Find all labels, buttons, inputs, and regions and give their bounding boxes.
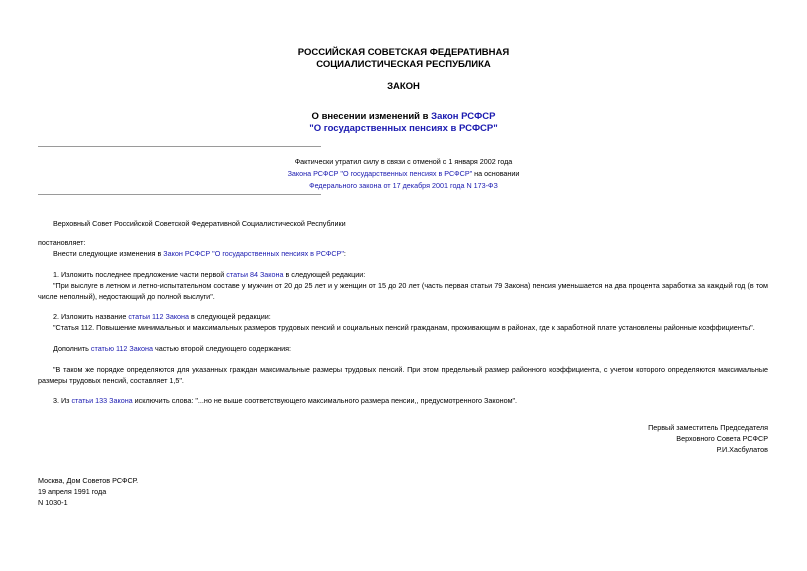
- divider-bottom: [38, 194, 321, 195]
- item2-suffix: в следующей редакции:: [189, 312, 271, 321]
- header-republic-line1: РОССИЙСКАЯ СОВЕТСКАЯ ФЕДЕРАТИВНАЯ: [297, 47, 510, 58]
- item2-quote: "Статья 112. Повышение минимальных и максимальных размеров трудовых пенсий и социальных пенсий гражданам, проживающим в районах, где к заработной плате установлены районные коэффициенты".: [53, 323, 755, 332]
- status-line3: [120, 180, 687, 192]
- resolves-text: постановляет:: [38, 238, 86, 247]
- intro-paragraph: [53, 248, 346, 259]
- status-law-link[interactable]: Закона РСФСР "О государственных пенсиях в РСФСР": [287, 169, 473, 178]
- item3-prefix: 3. Из: [53, 396, 72, 405]
- supplement-article-link[interactable]: статью 112 Закона: [90, 344, 153, 353]
- supplement-suffix: частью второй следующего содержания:: [152, 344, 292, 353]
- item2-article-link[interactable]: статьи 112 Закона: [128, 312, 190, 321]
- status-line2: [120, 168, 687, 180]
- title-law-name-link[interactable]: "О государственных пенсиях в РСФСР": [309, 123, 498, 134]
- item3-article-link[interactable]: статьи 133 Закона: [71, 396, 133, 405]
- council-text: Верховный Совет Российской Советской Федеративной Социалистической Республики: [53, 219, 346, 228]
- supplement-quote: "В таком же порядке определяются для указанных граждан максимальные размеры трудовых пенсий. При этом предельный размер районного коэффициента, с учетом которого определяются максимальные размеры трудовых пенсий, составляет 1,5".: [38, 365, 768, 385]
- item1-heading: [53, 269, 365, 280]
- intro-prefix: Внести следующие изменения в: [53, 249, 164, 258]
- item1-quote: "При выслуге в летном и летно-испытательном составе у мужчин от 20 до 25 лет и у женщин от 15 до 20 лет (часть первая статьи 79 Закона) пенсия уменьшается на два процента заработка за каждый год (в том числе неполный), недостающий до полной выслуги".: [38, 281, 768, 301]
- footer-number: N 1030-1: [38, 498, 68, 507]
- page-title: [0, 111, 807, 123]
- status-line2-rest: на основании: [472, 169, 520, 178]
- intro-law-link[interactable]: Закон РСФСР "О государственных пенсиях в РСФСР": [163, 249, 344, 258]
- item2-heading: [53, 311, 271, 322]
- supplement-heading: [53, 343, 291, 354]
- footer-date: 19 апреля 1991 года: [38, 487, 107, 496]
- doc-type: ЗАКОН: [387, 81, 420, 92]
- page-title-line2: [0, 123, 807, 135]
- footer-place: Москва, Дом Советов РСФСР.: [38, 476, 139, 485]
- item2-prefix: 2. Изложить название: [53, 312, 129, 321]
- status-federal-law-link[interactable]: Федерального закона от 17 декабря 2001 года N 173-ФЗ: [309, 181, 498, 190]
- title-law-link[interactable]: Закон РСФСР: [431, 111, 496, 122]
- signature-title-line1: Первый заместитель Председателя: [648, 423, 768, 432]
- signature-title-line2: Верховного Совета РСФСР: [676, 434, 768, 443]
- intro-suffix: :: [343, 249, 346, 258]
- item3-paragraph: [53, 395, 517, 406]
- divider-top: [38, 146, 321, 147]
- item1-article-link[interactable]: статьи 84 Закона: [226, 270, 284, 279]
- supplement-prefix: Дополнить: [53, 344, 91, 353]
- signature-name: Р.И.Хасбулатов: [716, 445, 768, 454]
- item3-suffix: исключить слова: "...но не выше соответствующего максимального размера пенсии,, предусмотренного Законом".: [132, 396, 518, 405]
- title-prefix: О внесении изменений в: [311, 111, 432, 122]
- item1-suffix: в следующей редакции:: [283, 270, 366, 279]
- status-line1: Фактически утратил силу в связи с отменой с 1 января 2002 года: [294, 157, 513, 166]
- header-republic-line2: СОЦИАЛИСТИЧЕСКАЯ РЕСПУБЛИКА: [316, 59, 491, 70]
- item1-prefix: 1. Изложить последнее предложение части первой: [53, 270, 227, 279]
